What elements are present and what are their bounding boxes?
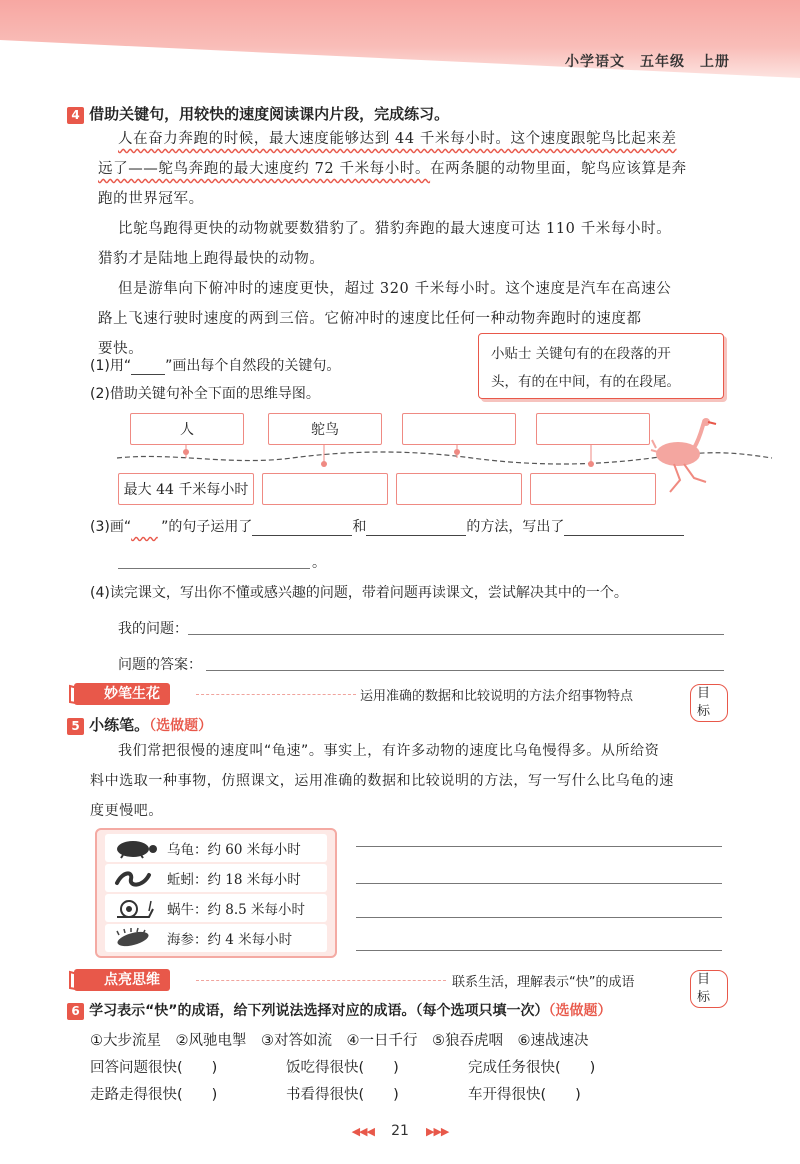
banner-dianliang-tag: 点亮思维 <box>74 969 170 991</box>
banner-miaobi <box>68 682 728 719</box>
animal-row <box>105 834 327 862</box>
passage-p1-line2 <box>98 154 758 184</box>
animal-row <box>105 924 327 952</box>
prev-arrows-icon: ◀◀◀ <box>351 1125 374 1138</box>
q6-item-4[interactable]: 走路走得很快( ) <box>90 1087 218 1103</box>
next-arrows-icon: ▶▶▶ <box>426 1125 449 1138</box>
banner-dianliang-dash <box>196 980 446 981</box>
writing-line-1[interactable] <box>356 846 722 847</box>
banner-miaobi-desc: 运用准确的数据和比较说明的方法介绍事物特点 <box>360 689 634 704</box>
passage-p1-rest: 在两条腿的动物里面，鸵鸟应该算是奔 <box>430 161 687 177</box>
animal-row <box>105 864 327 892</box>
tip-line2: 头，有的在中间，有的在段尾。 <box>491 374 680 390</box>
task-3-prefix: (3)画“ <box>90 519 132 535</box>
task-3-and: 和 <box>352 519 367 535</box>
sea-cucumber-icon <box>109 927 159 949</box>
writing-line-2[interactable] <box>356 883 722 884</box>
ostrich-icon <box>650 418 740 498</box>
animal-turtle-text: 乌龟：约 60 米每小时 <box>167 842 301 858</box>
task-4: (4)读完课文，写出你不懂或感兴趣的问题，带着问题再读课文，尝试解决其中的一个。 <box>90 585 628 601</box>
writing-line-3[interactable] <box>356 917 722 918</box>
passage-p1-line1: 人在奋力奔跑的时候，最大速度能够达到 44 千米每小时。这个速度跟鸵鸟比起来差 <box>118 131 677 147</box>
banner-dianliang-desc: 联系生活，理解表示“快”的成语 <box>452 975 635 990</box>
q6-item-6[interactable]: 车开得很快( ) <box>468 1087 581 1103</box>
mindmap-bottom-2[interactable] <box>262 473 388 505</box>
wavy-line-sample <box>131 519 161 535</box>
task-3 <box>90 516 684 536</box>
task-1 <box>90 355 340 375</box>
task-2: (2)借助关键句补全下面的思维导图。 <box>90 386 320 402</box>
q5-optional: （选做题） <box>149 718 213 734</box>
banner-miaobi-dash <box>196 694 356 695</box>
page-footer <box>330 1120 470 1139</box>
my-question-label: 我的问题： <box>118 621 188 637</box>
animal-row <box>105 894 327 922</box>
q6-number: 6 <box>67 1003 84 1020</box>
page-number: 21 <box>391 1123 409 1139</box>
q5-number: 5 <box>67 718 84 735</box>
animal-snail-text: 蜗牛：约 8.5 米每小时 <box>167 902 306 918</box>
snail-icon <box>109 897 159 919</box>
q6-heading <box>67 1000 612 1020</box>
writing-line-4[interactable] <box>356 950 722 951</box>
mindmap-top-4[interactable] <box>536 413 650 445</box>
answer-line[interactable] <box>206 670 724 671</box>
q6-options: ①大步流星 ②风驰电掣 ③对答如流 ④一日千行 ⑤狼吞虎咽 ⑥速战速决 <box>90 1033 589 1049</box>
banner-miaobi-goal: 目标 <box>690 684 728 722</box>
task-3-wrote: 的方法，写出了 <box>466 519 565 535</box>
q4-heading <box>67 103 449 124</box>
earthworm-icon <box>109 867 159 889</box>
my-question-line[interactable] <box>188 634 724 635</box>
q4-passage <box>98 124 758 364</box>
passage-p2-line1: 比鸵鸟跑得更快的动物就要数猎豹了。猎豹奔跑的最大速度可达 110 千米每小时。 <box>118 221 672 237</box>
q5-prompt <box>90 736 758 826</box>
task-3-used: ”的句子运用了 <box>161 519 253 535</box>
q5-prompt-line2: 料中选取一种事物，仿照课文，运用准确的数据和比较说明的方法，写一写什么比乌龟的速 <box>90 773 674 789</box>
q5-prompt-line3: 度更慢吧。 <box>90 803 163 819</box>
passage-p3-line3: 要快。 <box>98 341 144 357</box>
task-1-prefix: (1)用“ <box>90 358 132 374</box>
passage-p1-wavy: 远了——鸵鸟奔跑的最大速度约 72 千米每小时。 <box>98 161 431 177</box>
q6-item-5[interactable]: 书看得很快( ) <box>286 1087 399 1103</box>
task-3-end: 。 <box>312 555 326 571</box>
passage-p3-line2: 路上飞速行驶时速度的两到三倍。它俯冲时的速度比任何一种动物奔跑时的速度都 <box>98 311 642 327</box>
q4-title: 借助关键句，用较快的速度阅读课内片段，完成练习。 <box>89 105 450 123</box>
q6-title: 学习表示“快”的成语，给下列说法选择对应的成语。（每个选项只填一次） <box>89 1003 549 1019</box>
task-1-suffix: ”画出每个自然段的关键句。 <box>165 358 341 374</box>
passage-p1-line3: 跑的世界冠军。 <box>98 191 204 207</box>
q6-item-3[interactable]: 完成任务很快( ) <box>468 1060 596 1076</box>
mindmap-bottom-4[interactable] <box>530 473 656 505</box>
passage-p2-line2: 猎豹才是陆地上跑得最快的动物。 <box>98 251 325 267</box>
task-3-blank-3[interactable] <box>564 519 684 536</box>
answer-label: 问题的答案： <box>118 657 202 673</box>
turtle-icon <box>109 837 159 859</box>
q5-prompt-line1: 我们常把很慢的速度叫“龟速”。事实上，有许多动物的速度比乌龟慢得多。从所给资 <box>118 743 660 759</box>
q5-title: 小练笔。 <box>89 716 150 734</box>
tip-box <box>478 333 724 399</box>
tip-line1: 小贴士 关键句有的在段落的开 <box>491 346 671 362</box>
passage-p3-line1: 但是游隼向下俯冲时的速度更快，超过 320 千米每小时。这个速度是汽车在高速公 <box>118 281 672 297</box>
banner-miaobi-tag: 妙笔生花 <box>74 683 170 705</box>
q6-item-2[interactable]: 饭吃得很快( ) <box>286 1060 399 1076</box>
task-3-blank-4[interactable] <box>118 568 310 569</box>
mindmap-top-3[interactable] <box>402 413 516 445</box>
banner-dianliang-goal: 目标 <box>690 970 728 1008</box>
mindmap-top-2[interactable]: 鸵鸟 <box>268 413 382 445</box>
task-3-blank-1[interactable] <box>252 519 352 536</box>
animal-speed-box <box>95 828 337 958</box>
q5-heading <box>67 714 212 735</box>
straight-line-sample <box>131 358 165 375</box>
mindmap-bottom-1[interactable]: 最大 44 千米每小时 <box>118 473 254 505</box>
animal-earthworm-text: 蚯蚓：约 18 米每小时 <box>167 872 301 888</box>
task-3-blank-2[interactable] <box>366 519 466 536</box>
banner-dianliang <box>68 968 728 1005</box>
animal-sea-cucumber-text: 海参：约 4 米每小时 <box>167 932 293 948</box>
mindmap-bottom-3[interactable] <box>396 473 522 505</box>
q6-optional: （选做题） <box>548 1003 612 1019</box>
q4-number: 4 <box>67 107 84 124</box>
q6-item-1[interactable]: 回答问题很快( ) <box>90 1060 218 1076</box>
book-title: 小学语文 五年级 上册 <box>565 54 730 70</box>
mindmap-top-1[interactable]: 人 <box>130 413 244 445</box>
